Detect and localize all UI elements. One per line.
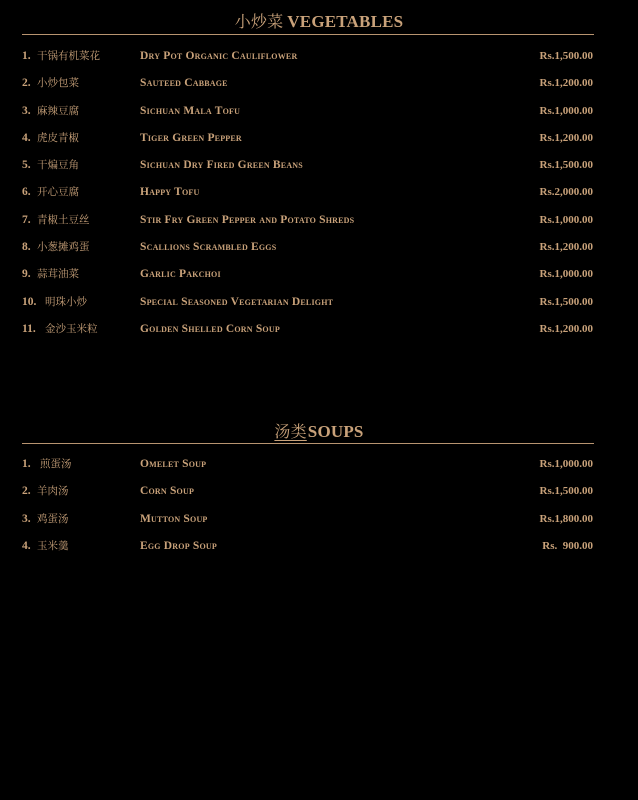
item-name-en: Garlic Pakchoi [140,268,221,281]
item-number: 6. [22,186,31,199]
vegetables-list [0,49,638,349]
item-name-en: Happy Tofu [140,186,200,199]
item-name-cn: 干煸豆角 [37,159,79,172]
list-item [0,104,638,131]
item-price: Rs.1,000.00 [539,213,593,226]
vegetables-title-en: VEGETABLES [287,12,404,31]
list-item [0,158,638,185]
item-name-cn: 小炒包菜 [37,77,79,90]
item-name-en: Special Seasoned Vegetarian Delight [140,295,334,308]
list-item [0,185,638,212]
item-name-en: Sauteed Cabbage [140,77,228,90]
item-number: 2. [22,485,31,498]
item-number: 3. [22,512,31,525]
item-name-cn: 羊肉汤 [37,485,69,498]
item-number: 7. [22,213,31,226]
vegetables-title-cn: 小炒菜 [234,12,284,31]
item-name-en: Dry Pot Organic Cauliflower [140,50,298,62]
item-name-cn: 明珠小炒 [45,295,87,308]
item-name-cn: 玉米羹 [37,539,69,552]
soups-section-title [0,419,638,442]
item-name-cn: 开心豆腐 [37,186,79,199]
list-item [0,322,638,349]
item-name-cn: 蒜茸油菜 [37,268,79,281]
soups-list [0,457,638,566]
item-number: 3. [22,104,31,117]
item-number: 5. [22,159,31,172]
item-price: Rs.1,800.00 [539,512,593,525]
item-price: Rs.1,000.00 [539,458,593,470]
item-price: Rs.1,500.00 [539,485,593,498]
item-name-en: Omelet Soup [140,458,207,470]
item-name-en: Golden Shelled Corn Soup [140,322,280,335]
list-item [0,240,638,267]
soups-divider [22,443,594,444]
item-number: 1. [22,50,31,62]
list-item [0,76,638,103]
item-name-cn: 小葱摊鸡蛋 [37,241,90,254]
item-name-en: Sichuan Dry Fired Green Beans [140,159,303,172]
item-price: Rs.1,000.00 [539,268,593,281]
list-item [0,539,638,566]
item-number: 9. [22,268,31,281]
item-price: Rs.1,500.00 [539,295,593,308]
item-name-cn: 煎蛋汤 [40,458,72,470]
item-price: Rs.1,200.00 [539,241,593,254]
item-name-cn: 金沙玉米粒 [45,322,98,335]
item-name-en: Mutton Soup [140,512,208,525]
item-name-cn: 麻辣豆腐 [37,104,79,117]
item-number: 1. [22,458,31,470]
item-number: 4. [22,539,31,552]
item-price: Rs.1,500.00 [539,159,593,172]
item-number: 8. [22,241,31,254]
item-price: Rs.1,200.00 [539,322,593,335]
list-item [0,512,638,539]
item-name-en: Stir Fry Green Pepper and Potato Shreds [140,213,355,226]
item-name-cn: 鸡蛋汤 [37,512,69,525]
list-item [0,131,638,158]
item-name-cn: 干锅有机菜花 [37,50,100,62]
soups-title-en: SOUPS [307,422,364,441]
item-name-en: Scallions Scrambled Eggs [140,241,277,254]
list-item [0,484,638,511]
item-price: Rs.2,000.00 [539,186,593,199]
item-name-cn: 虎皮青椒 [37,131,79,144]
item-price: Rs.1,200.00 [539,131,593,144]
vegetables-section-title [0,9,638,32]
list-item [0,457,638,484]
list-item [0,213,638,240]
list-item [0,295,638,322]
item-name-en: Egg Drop Soup [140,539,217,552]
item-number: 2. [22,77,31,90]
item-name-en: Tiger Green Pepper [140,131,242,144]
item-name-en: Sichuan Mala Tofu [140,104,241,117]
soups-title-cn: 汤类 [274,422,307,441]
item-price: Rs.1,200.00 [539,77,593,90]
item-price: Rs.1,000.00 [539,104,593,117]
item-number: 10. [22,295,37,308]
item-name-en: Corn Soup [140,485,195,498]
list-item [0,49,638,76]
item-price: Rs.1,500.00 [539,50,593,62]
list-item [0,267,638,294]
item-name-cn: 青椒土豆丝 [37,213,90,226]
vegetables-divider [22,34,594,35]
item-price: Rs. 900.00 [542,539,593,552]
item-number: 11. [22,322,36,335]
item-number: 4. [22,131,31,144]
